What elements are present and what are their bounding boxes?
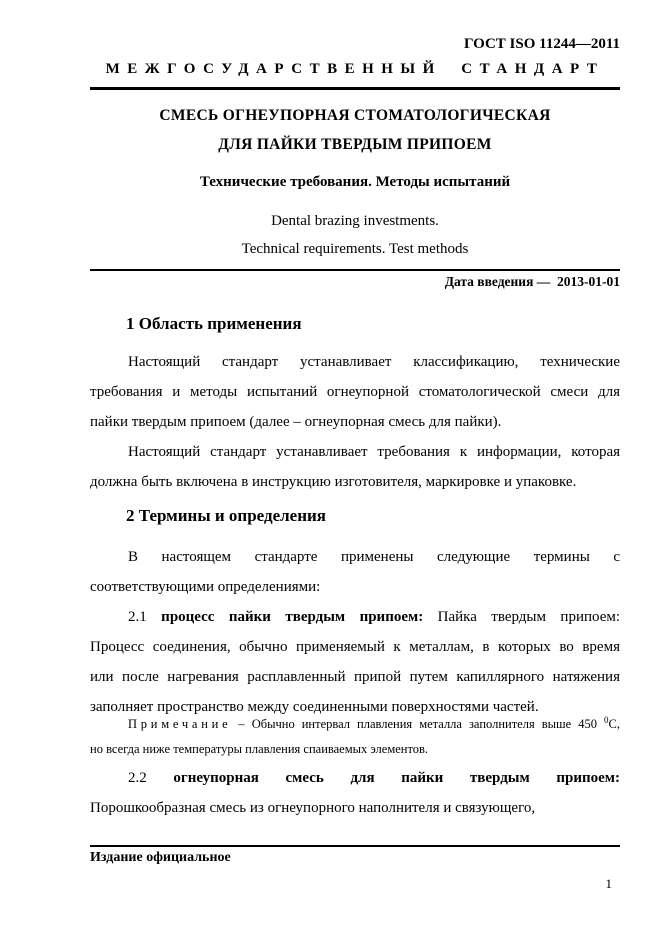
term-2-2-definition bbox=[90, 763, 620, 823]
note-label: Примечание bbox=[128, 717, 232, 731]
term-number: 2.2 bbox=[128, 770, 147, 786]
paragraph-line: заполняет пространство между соединенными поверхностями частей. bbox=[90, 699, 539, 715]
doc-code: ГОСТ ISO 11244—2011 bbox=[463, 36, 620, 52]
note-block bbox=[90, 712, 620, 762]
subtitle-english-line-2: Technical requirements. Test methods bbox=[241, 241, 469, 257]
document-title-line-1: СМЕСЬ ОГНЕУПОРНАЯ СТОМАТОЛОГИЧЕСКАЯ bbox=[159, 107, 551, 124]
section-2-heading: 2 Термины и определения bbox=[126, 506, 327, 525]
paragraph-line: пайки твердым припоем (далее – огнеупорная смесь для пайки). bbox=[90, 414, 502, 430]
term-name: огнеупорная смесь для пайки твердым припоем: bbox=[173, 770, 620, 786]
term-number: 2.1 bbox=[128, 609, 147, 625]
section-1-heading: 1 Область применения bbox=[126, 314, 302, 333]
paragraph-line: требования и методы испытаний огнеупорной стоматологической смеси для bbox=[90, 384, 620, 400]
document-title-line-2: ДЛЯ ПАЙКИ ТВЕРДЫМ ПРИПОЕМ bbox=[218, 136, 492, 153]
term-2-1-definition bbox=[90, 602, 620, 722]
section-1-paragraph-2 bbox=[90, 437, 620, 497]
subtitle-russian: Технические требования. Методы испытаний bbox=[199, 174, 511, 190]
introduction-date: Дата введения — 2013-01-01 bbox=[444, 274, 620, 289]
paragraph-line: должна быть включена в инструкцию изготовителя, маркировке и упаковке. bbox=[90, 474, 577, 490]
term-definition-start: Пайка твердым припоем: bbox=[437, 609, 621, 625]
paragraph-line: соответствующими определениями: bbox=[90, 579, 321, 595]
paragraph-line: Настоящий стандарт устанавливает классификацию, технические bbox=[128, 354, 620, 370]
section-1-paragraph-1 bbox=[90, 347, 620, 437]
note-second-line: но всегда ниже температуры плавления спаиваемых элементов. bbox=[90, 742, 429, 756]
paragraph-line: или после нагревания расплавленный припой путем капиллярного натяжения bbox=[90, 669, 620, 685]
paragraph-line: В настоящем стандарте применены следующие термины с bbox=[128, 549, 620, 565]
degree-superscript: 0 bbox=[604, 714, 609, 725]
page-number: 1 bbox=[605, 876, 612, 891]
footer-rule bbox=[90, 845, 620, 847]
section-2-intro-paragraph bbox=[90, 542, 620, 602]
term-2-1-first-line bbox=[90, 602, 620, 632]
paragraph-line: Настоящий стандарт устанавливает требования к информации, которая bbox=[128, 444, 620, 460]
date-rule bbox=[90, 269, 620, 271]
note-text: – Обычно интервал плавления металла заполнителя выше 450 bbox=[238, 717, 597, 731]
standard-type-label: МЕЖГОСУДАРСТВЕННЫЙ СТАНДАРТ bbox=[105, 61, 605, 77]
official-edition-note: Издание официальное bbox=[90, 850, 231, 865]
note-first-line bbox=[90, 712, 620, 737]
paragraph-line: Процесс соединения, обычно применяемый к металлам, в которых во время bbox=[90, 639, 620, 655]
term-name: процесс пайки твердым припоем: bbox=[161, 609, 424, 625]
header-rule bbox=[90, 87, 620, 90]
note-text-tail: С, bbox=[608, 717, 620, 731]
paragraph-line: Порошкообразная смесь из огнеупорного наполнителя и связующего, bbox=[90, 800, 536, 816]
term-2-2-first-line bbox=[90, 763, 620, 793]
subtitle-english-line-1: Dental brazing investments. bbox=[271, 213, 439, 229]
